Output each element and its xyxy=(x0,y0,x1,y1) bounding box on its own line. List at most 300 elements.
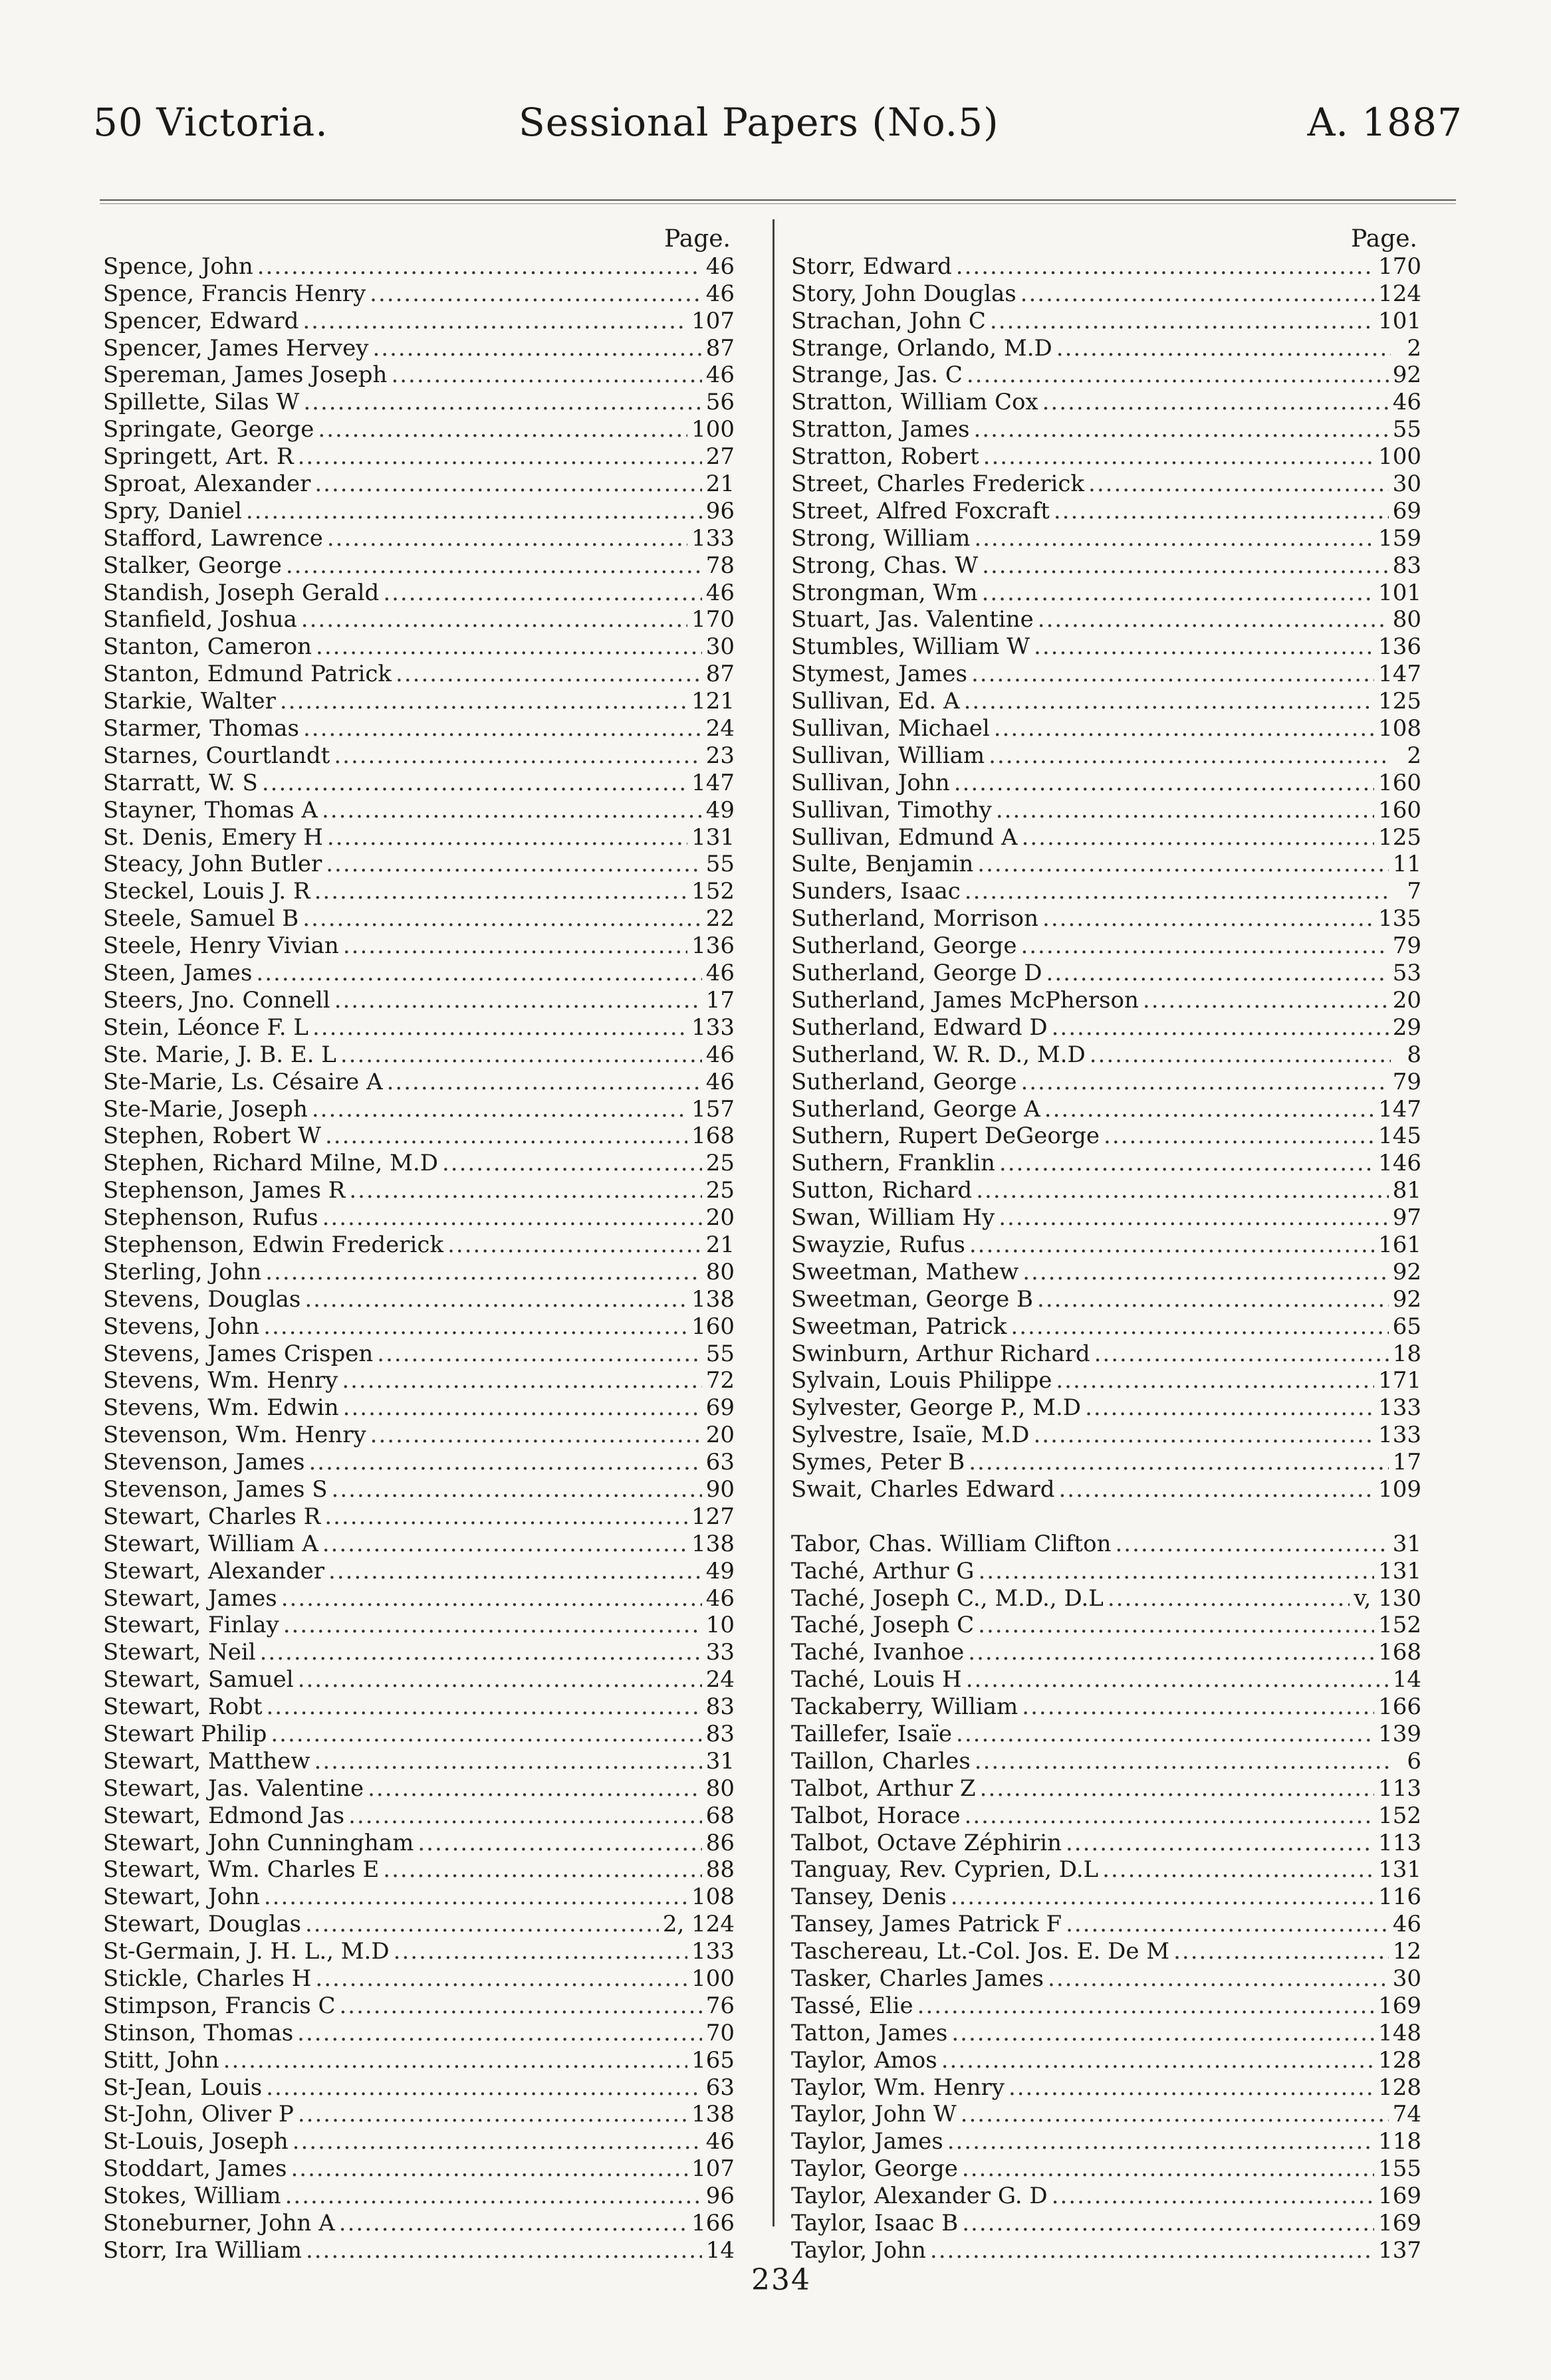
index-entry xyxy=(791,2101,1421,2128)
leader-dots xyxy=(1066,1911,1389,1938)
leader-dots xyxy=(971,661,1374,688)
entry-page: 88 xyxy=(705,1856,735,1884)
entry-page: 133 xyxy=(1378,1394,1421,1422)
entry-page: 157 xyxy=(691,1095,735,1123)
leader-dots xyxy=(372,335,701,362)
entry-page: 80 xyxy=(705,1258,735,1285)
index-entry xyxy=(791,1150,1421,1177)
index-entry xyxy=(103,851,735,878)
entry-page: 24 xyxy=(705,1666,735,1693)
leader-dots xyxy=(1048,1965,1389,1993)
entry-name: Stuart, Jas. Valentine xyxy=(791,606,1034,633)
entry-name: Strongman, Wm xyxy=(791,579,978,606)
entry-name: Starnes, Courtlandt xyxy=(103,742,330,769)
entry-name: St-John, Oliver P xyxy=(103,2101,294,2128)
entry-name: Sutherland, George A xyxy=(791,1095,1040,1123)
entry-name: Sullivan, Ed. A xyxy=(791,688,960,715)
index-entry xyxy=(103,1449,735,1476)
index-entry xyxy=(103,1503,735,1531)
entry-page: 46 xyxy=(705,960,735,987)
leader-dots xyxy=(370,280,702,308)
index-entry xyxy=(791,1748,1421,1775)
leader-dots xyxy=(1022,1693,1374,1721)
index-entry xyxy=(103,1993,735,2020)
entry-name: Stumbles, William W xyxy=(791,633,1030,661)
entry-name: Sweetman, Mathew xyxy=(791,1258,1019,1285)
entry-page: 10 xyxy=(705,1612,735,1639)
index-entry xyxy=(791,688,1421,715)
leader-dots xyxy=(280,688,687,715)
entry-name: Storr, Edward xyxy=(791,253,952,280)
year-label: A. 1887 xyxy=(1307,100,1463,145)
leader-dots xyxy=(996,797,1374,824)
index-entry xyxy=(791,580,1421,607)
leader-dots xyxy=(370,1422,702,1449)
index-entry xyxy=(791,2020,1421,2047)
entry-page: 169 xyxy=(1378,2183,1421,2210)
index-entry xyxy=(791,1558,1421,1585)
entry-name: Talbot, Arthur Z xyxy=(791,1775,976,1802)
index-entry xyxy=(103,1856,735,1884)
index-entry xyxy=(103,1721,735,1748)
index-entry xyxy=(791,661,1421,688)
entry-page: 96 xyxy=(705,2183,735,2210)
entry-name: Spry, Daniel xyxy=(103,497,242,524)
index-entry xyxy=(103,905,735,932)
entry-page: 124 xyxy=(1378,280,1421,307)
entry-name: Sylvestre, Isaïe, M.D xyxy=(791,1422,1030,1449)
sessional-papers-title: Sessional Papers (No.5) xyxy=(519,100,999,145)
leader-dots xyxy=(964,688,1375,715)
index-entry xyxy=(791,960,1421,987)
entry-page: 139 xyxy=(1378,1720,1421,1747)
leader-dots xyxy=(447,1232,702,1259)
entry-name: Stanfield, Joshua xyxy=(103,606,297,633)
entry-name: Stafford, Lawrence xyxy=(103,524,323,552)
entry-name: Standish, Joseph Gerald xyxy=(103,579,380,606)
entry-name: Stimpson, Francis C xyxy=(103,1992,336,2019)
index-entry xyxy=(791,1993,1421,2020)
leader-dots xyxy=(304,1286,687,1313)
index-entry xyxy=(103,797,735,824)
index-entry xyxy=(791,552,1421,580)
leader-dots xyxy=(947,2128,1374,2155)
leader-dots xyxy=(283,1612,702,1639)
entry-name: Spence, Francis Henry xyxy=(103,280,366,307)
entry-name: Stitt, John xyxy=(103,2046,219,2074)
leader-dots xyxy=(978,1558,1374,1585)
entry-page: 100 xyxy=(691,1965,735,1992)
leader-dots xyxy=(327,824,687,851)
entry-page: 23 xyxy=(705,742,735,769)
entry-page: 46 xyxy=(705,1041,735,1068)
entry-name: Stoneburner, John A xyxy=(103,2210,335,2237)
index-entry xyxy=(791,389,1421,416)
index-entry xyxy=(791,1177,1421,1204)
entry-name: Stephen, Richard Milne, M.D xyxy=(103,1150,438,1177)
entry-page: 166 xyxy=(691,2210,735,2237)
leader-dots xyxy=(989,742,1391,770)
index-entry xyxy=(103,1394,735,1422)
entry-name: Sullivan, William xyxy=(791,742,985,769)
index-entry xyxy=(103,932,735,960)
index-entry xyxy=(103,498,735,525)
entry-page: 46 xyxy=(705,1068,735,1095)
entry-name: Taylor, Amos xyxy=(791,2046,937,2074)
entry-name: Stewart, Neil xyxy=(103,1639,256,1666)
leader-dots xyxy=(286,552,702,580)
entry-page: 160 xyxy=(1378,769,1421,796)
entry-page: 56 xyxy=(705,389,735,416)
leader-dots xyxy=(348,1802,702,1830)
entry-page: 97 xyxy=(1392,1204,1421,1232)
entry-page: 69 xyxy=(1392,497,1421,524)
entry-name: Stinson, Thomas xyxy=(103,2019,294,2046)
index-entry xyxy=(791,851,1421,878)
entry-name: Swayzie, Rufus xyxy=(791,1231,965,1258)
index-entry xyxy=(791,824,1421,851)
index-entry xyxy=(103,1911,735,1938)
index-entry xyxy=(791,2074,1421,2102)
index-entry xyxy=(791,253,1421,280)
index-entry xyxy=(791,1666,1421,1693)
entry-name: Tasker, Charles James xyxy=(791,1965,1044,1992)
entry-page: 8 xyxy=(1407,1041,1421,1068)
leader-dots xyxy=(302,308,687,335)
entry-name: Sullivan, Timothy xyxy=(791,796,992,823)
entry-name: Talbot, Horace xyxy=(791,1802,961,1829)
entry-name: Stratton, William Cox xyxy=(791,389,1038,416)
entry-page: 137 xyxy=(1378,2236,1421,2264)
leader-dots xyxy=(976,1177,1389,1204)
index-entry xyxy=(791,1830,1421,1857)
index-entry xyxy=(791,1041,1421,1069)
entry-page: 2 xyxy=(1407,334,1421,362)
entry-page: 108 xyxy=(691,1884,735,1911)
leader-dots xyxy=(308,1449,701,1476)
entry-page: 138 xyxy=(691,2101,735,2128)
leader-dots xyxy=(1058,1476,1374,1503)
entry-name: Swait, Charles Edward xyxy=(791,1475,1055,1503)
entry-name: Steckel, Louis J. R xyxy=(103,878,310,905)
entry-name: Stanton, Edmund Patrick xyxy=(103,661,392,688)
index-entry xyxy=(103,824,735,851)
entry-name: Tanguay, Rev. Cyprien, D.L xyxy=(791,1856,1099,1884)
index-entry xyxy=(103,1693,735,1721)
entry-page: 108 xyxy=(1378,715,1421,742)
index-entry xyxy=(103,633,735,661)
index-entry xyxy=(791,1313,1421,1341)
entry-page: 49 xyxy=(705,1557,735,1584)
entry-name: Taillefer, Isaïe xyxy=(791,1720,953,1747)
page-header xyxy=(93,100,1463,153)
leader-dots xyxy=(1173,1938,1389,1965)
leader-dots xyxy=(328,1558,702,1585)
entry-name: Taylor, George xyxy=(791,2155,958,2183)
entry-name: Taillon, Charles xyxy=(791,1747,971,1775)
entry-name: Stevenson, Wm. Henry xyxy=(103,1422,366,1449)
entry-name: Strange, Jas. C xyxy=(791,362,963,389)
index-entry xyxy=(103,1639,735,1666)
index-entry xyxy=(791,471,1421,498)
entry-name: Stayner, Thomas A xyxy=(103,796,318,823)
entry-page: 168 xyxy=(1378,1639,1421,1666)
index-entry xyxy=(791,280,1421,308)
entry-name: Steele, Samuel B xyxy=(103,905,299,932)
entry-page: 55 xyxy=(1392,416,1421,443)
entry-page: 90 xyxy=(705,1475,735,1503)
entry-page: 155 xyxy=(1378,2155,1421,2183)
leader-dots xyxy=(324,1503,687,1531)
entry-page: 17 xyxy=(1392,1449,1421,1476)
entry-name: Tassé, Elie xyxy=(791,1992,913,2019)
entry-page: 46 xyxy=(1392,389,1421,416)
index-entry xyxy=(103,1150,735,1177)
index-entry xyxy=(791,1422,1421,1449)
leader-dots xyxy=(316,633,702,661)
index-entry xyxy=(791,742,1421,770)
entry-name: Ste. Marie, J. B. E. L xyxy=(103,1041,336,1068)
index-entry xyxy=(103,1259,735,1286)
entry-name: Sullivan, Michael xyxy=(791,715,990,742)
entry-page: 121 xyxy=(691,688,735,715)
index-entry xyxy=(103,2183,735,2210)
entry-page: 128 xyxy=(1378,2074,1421,2101)
entry-page: 46 xyxy=(705,1584,735,1612)
entry-name: Sylvester, George P., M.D xyxy=(791,1394,1082,1422)
entry-name: Spence, John xyxy=(103,253,253,280)
leader-dots xyxy=(305,1911,659,1938)
entry-page: 78 xyxy=(705,552,735,579)
entry-name: Sulte, Benjamin xyxy=(791,851,974,878)
entry-name: Taylor, John W xyxy=(791,2101,957,2128)
entry-name: Taché, Arthur G xyxy=(791,1557,975,1584)
entry-page: 24 xyxy=(705,715,735,742)
entry-page: 147 xyxy=(1378,1095,1421,1123)
entry-page: 12 xyxy=(1392,1938,1421,1965)
index-entry xyxy=(103,2074,735,2102)
index-entry xyxy=(791,1341,1421,1368)
index-entry xyxy=(103,1313,735,1341)
index-entry xyxy=(103,362,735,389)
entry-page: 133 xyxy=(691,1014,735,1041)
entry-page: 107 xyxy=(691,307,735,334)
leader-dots xyxy=(978,1612,1374,1639)
leader-dots xyxy=(941,2047,1374,2074)
entry-page: 11 xyxy=(1392,851,1421,878)
entry-page: 49 xyxy=(705,796,735,823)
entry-page: 161 xyxy=(1378,1231,1421,1258)
leader-dots xyxy=(298,443,702,471)
index-entry xyxy=(103,2155,735,2183)
entry-page: 53 xyxy=(1392,960,1421,987)
index-entry xyxy=(103,1123,735,1150)
leader-dots xyxy=(418,1830,701,1857)
index-entry xyxy=(103,1830,735,1857)
leader-dots xyxy=(999,1150,1374,1177)
entry-page: 20 xyxy=(1392,986,1421,1014)
leader-dots xyxy=(256,960,701,987)
index-entry xyxy=(791,1449,1421,1476)
entry-page: 87 xyxy=(705,334,735,362)
leader-dots xyxy=(1042,389,1389,416)
leader-dots xyxy=(266,1693,701,1721)
index-entry xyxy=(103,2020,735,2047)
entry-page: 133 xyxy=(1378,1422,1421,1449)
entry-page: 46 xyxy=(705,280,735,307)
leader-dots xyxy=(1011,1313,1388,1341)
index-entry xyxy=(791,1394,1421,1422)
entry-name: Starratt, W. S xyxy=(103,769,258,796)
entry-name: Stewart, William A xyxy=(103,1530,318,1557)
leader-dots xyxy=(974,416,1389,443)
entry-page: 17 xyxy=(705,986,735,1014)
entry-page: 101 xyxy=(1378,579,1421,606)
entry-page: 107 xyxy=(691,2155,735,2183)
index-entry xyxy=(103,1096,735,1123)
leader-dots xyxy=(314,471,701,498)
leader-dots xyxy=(318,416,687,443)
entry-name: Taylor, John xyxy=(791,2236,926,2264)
index-entry xyxy=(103,661,735,688)
entry-page: 166 xyxy=(1378,1693,1421,1721)
entry-name: Springate, George xyxy=(103,416,314,443)
entry-name: Spereman, James Joseph xyxy=(103,362,388,389)
leader-dots xyxy=(327,525,687,552)
entry-name: Stratton, Robert xyxy=(791,443,979,471)
index-entry xyxy=(791,2047,1421,2074)
index-entry xyxy=(791,1014,1421,1041)
entry-page: 74 xyxy=(1392,2101,1421,2128)
leader-dots xyxy=(968,1639,1374,1666)
leader-dots xyxy=(1104,1123,1374,1150)
entry-page: 14 xyxy=(1392,1666,1421,1693)
leader-dots xyxy=(1033,1422,1374,1449)
entry-name: Sullivan, Edmund A xyxy=(791,823,1018,851)
entry-name: Sutton, Richard xyxy=(791,1177,973,1204)
entry-name: Ste-Marie, Joseph xyxy=(103,1095,308,1123)
entry-page: 131 xyxy=(1378,1856,1421,1884)
entry-page: 100 xyxy=(691,416,735,443)
leader-dots xyxy=(1054,498,1389,525)
entry-name: Sterling, John xyxy=(103,1258,262,1285)
entry-page: 30 xyxy=(1392,471,1421,498)
entry-page: 83 xyxy=(1392,552,1421,579)
entry-name: St-Jean, Louis xyxy=(103,2074,263,2101)
entry-name: Taylor, Alexander G. D xyxy=(791,2183,1048,2210)
entry-page: 136 xyxy=(1378,633,1421,661)
entry-page: 76 xyxy=(705,1992,735,2019)
entry-name: Stokes, William xyxy=(103,2183,281,2210)
leader-dots xyxy=(343,932,687,960)
entry-name: Stewart, Alexander xyxy=(103,1557,325,1584)
entry-name: Sullivan, John xyxy=(791,769,950,796)
index-entry xyxy=(791,362,1421,389)
section-gap xyxy=(791,1503,1421,1531)
leader-dots xyxy=(1022,1259,1389,1286)
leader-dots xyxy=(982,580,1375,607)
leader-dots xyxy=(1044,1096,1374,1123)
index-column-right xyxy=(791,226,1421,2264)
entry-name: Taché, Louis H xyxy=(791,1666,962,1693)
entry-page: 80 xyxy=(1392,606,1421,633)
leader-dots xyxy=(377,1341,701,1368)
leader-dots xyxy=(1009,2074,1374,2102)
leader-dots xyxy=(394,1938,687,1965)
entry-name: Tatton, James xyxy=(791,2019,948,2046)
entry-name: Taschereau, Lt.-Col. Jos. E. De M xyxy=(791,1938,1170,1965)
entry-name: St. Denis, Emery H xyxy=(103,823,323,851)
entry-name: Sunders, Isaac xyxy=(791,878,961,905)
entry-page: 152 xyxy=(1378,1612,1421,1639)
header-rule xyxy=(100,199,1456,201)
entry-page: 83 xyxy=(705,1693,735,1721)
entry-name: Taylor, James xyxy=(791,2128,943,2155)
leader-dots xyxy=(1034,633,1374,661)
index-entry xyxy=(791,1585,1421,1612)
index-entry xyxy=(103,606,735,633)
index-column-left xyxy=(103,226,735,2264)
entry-name: Strange, Orlando, M.D xyxy=(791,334,1052,362)
leader-dots xyxy=(322,1531,687,1558)
leader-dots xyxy=(306,2237,702,2264)
leader-dots xyxy=(314,1748,702,1775)
leader-dots xyxy=(1066,1830,1374,1857)
index-entry xyxy=(103,2101,735,2128)
leader-dots xyxy=(1094,1341,1389,1368)
entry-page: v, 130 xyxy=(1354,1584,1421,1612)
index-entry xyxy=(791,2155,1421,2183)
index-entry xyxy=(791,932,1421,960)
entry-name: Sutherland, James McPherson xyxy=(791,986,1139,1014)
leader-dots xyxy=(967,362,1389,389)
entry-name: Story, John Douglas xyxy=(791,280,1016,307)
entry-page: 100 xyxy=(1378,443,1421,471)
leader-dots xyxy=(1056,1367,1374,1394)
leader-dots xyxy=(281,1585,702,1612)
entry-page: 2 xyxy=(1407,742,1421,769)
leader-dots xyxy=(975,1748,1391,1775)
entry-name: Talbot, Octave Zéphirin xyxy=(791,1829,1062,1856)
entry-page: 81 xyxy=(1392,1177,1421,1204)
index-entry xyxy=(791,1069,1421,1096)
leader-dots xyxy=(1037,1286,1389,1313)
leader-dots xyxy=(956,253,1374,280)
entry-name: Suthern, Franklin xyxy=(791,1150,995,1177)
entry-name: Stevenson, James S xyxy=(103,1475,328,1503)
entry-page: 128 xyxy=(1378,2046,1421,2074)
leader-dots xyxy=(334,987,702,1014)
leader-dots xyxy=(263,1313,687,1341)
index-entry xyxy=(791,1232,1421,1259)
leader-dots xyxy=(977,851,1388,878)
entry-page: 168 xyxy=(691,1123,735,1150)
leader-dots xyxy=(257,253,702,280)
entry-page: 131 xyxy=(1378,1557,1421,1584)
index-entry xyxy=(791,633,1421,661)
leader-dots xyxy=(291,2155,687,2183)
index-entry xyxy=(791,525,1421,552)
entry-page: 46 xyxy=(705,362,735,389)
page-column-heading: Page. xyxy=(1351,225,1417,253)
entry-page: 116 xyxy=(1378,1884,1421,1911)
entry-name: Steacy, John Butler xyxy=(103,851,322,878)
index-entry xyxy=(103,1802,735,1830)
entry-name: Suthern, Rupert DeGeorge xyxy=(791,1123,1100,1150)
leader-dots xyxy=(285,2183,702,2210)
leader-dots xyxy=(340,1041,702,1069)
index-entry xyxy=(103,1666,735,1693)
